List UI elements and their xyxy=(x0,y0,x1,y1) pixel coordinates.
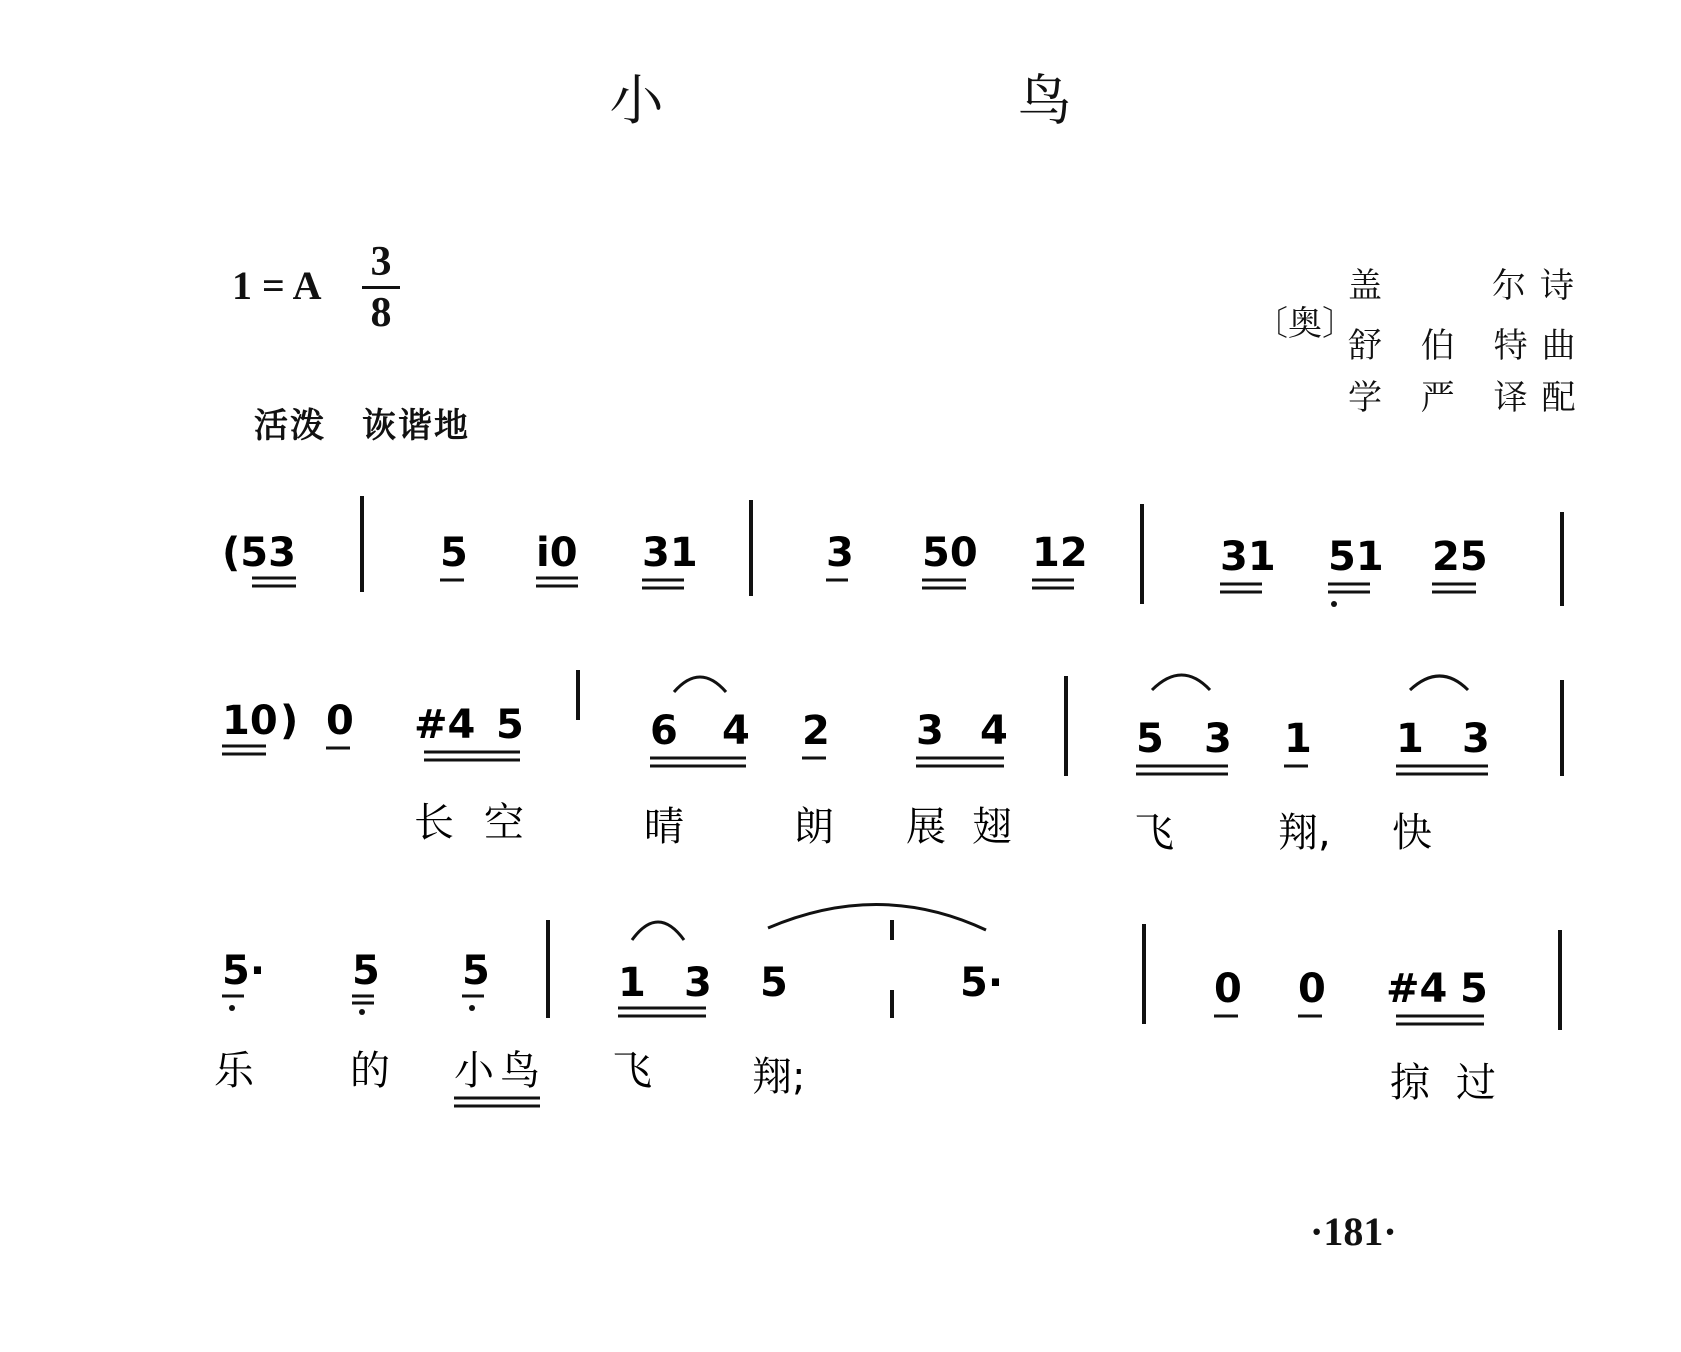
score-row-1 xyxy=(222,496,1562,607)
note: 3 xyxy=(684,960,712,1006)
note: 3 xyxy=(826,530,854,576)
note: 12 xyxy=(1032,530,1088,576)
lyric: 长 xyxy=(414,800,454,846)
credit-lyricist: 盖 尔诗 xyxy=(1348,266,1588,306)
note: 1 xyxy=(618,960,646,1006)
lyric: 乐 xyxy=(214,1048,254,1094)
note: 0 xyxy=(326,698,354,744)
lyric: 小 xyxy=(454,1048,494,1094)
note: 31 xyxy=(1220,534,1276,580)
tempo-marking: 活泼 诙谐地 xyxy=(254,406,470,446)
note: 5 xyxy=(440,530,468,576)
credit-translator: 学 严 译配 xyxy=(1348,378,1590,418)
note: 4 xyxy=(722,708,750,754)
score-row-3 xyxy=(214,904,1560,1106)
lyric: 的 xyxy=(350,1048,390,1094)
note: 2 xyxy=(802,708,830,754)
lyric: 鸟 xyxy=(500,1048,540,1094)
octave-dot xyxy=(359,1009,365,1015)
note: ) xyxy=(280,698,299,744)
score-row-2 xyxy=(222,670,1562,856)
slur xyxy=(632,922,684,940)
slur xyxy=(1152,675,1210,690)
lyric: 飞 xyxy=(1134,810,1174,856)
slur xyxy=(1410,676,1468,690)
note: 6 xyxy=(650,708,678,754)
note: i0 xyxy=(536,530,578,576)
octave-dot xyxy=(469,1005,475,1011)
note: 3 xyxy=(1204,716,1232,762)
lyric: 朗 xyxy=(794,804,834,850)
page-number: ·181· xyxy=(1310,1209,1397,1254)
lyric: 翔; xyxy=(752,1054,806,1100)
note: 0 xyxy=(1298,966,1326,1012)
lyric: 翅 xyxy=(972,804,1012,850)
note: 5 xyxy=(1460,966,1488,1012)
song-title: 小 鸟 xyxy=(609,69,1222,132)
note: 51 xyxy=(1328,534,1384,580)
note: 4 xyxy=(980,708,1008,754)
tie xyxy=(768,904,986,930)
lyric: 空 xyxy=(484,800,524,846)
octave-dot xyxy=(1331,601,1337,607)
time-denominator: 8 xyxy=(370,290,392,336)
lyric: 掠 xyxy=(1390,1060,1430,1106)
note: 5 xyxy=(462,948,490,994)
note: 50 xyxy=(922,530,978,576)
key-signature: 1 = A xyxy=(232,263,322,308)
lyric: 翔, xyxy=(1278,810,1331,856)
note: 5· xyxy=(960,960,1004,1006)
note: 5 xyxy=(352,948,380,994)
lyric: 晴 xyxy=(644,804,684,850)
note: 0 xyxy=(1214,966,1242,1012)
note: #4 xyxy=(414,702,476,748)
note: 1 xyxy=(1396,716,1424,762)
note: 1 xyxy=(1284,716,1312,762)
slur xyxy=(674,677,726,692)
note: 10 xyxy=(222,698,278,744)
note: 3 xyxy=(916,708,944,754)
note: 31 xyxy=(642,530,698,576)
lyric: 过 xyxy=(1456,1060,1496,1106)
time-numerator: 3 xyxy=(370,239,392,285)
note: 3 xyxy=(1462,716,1490,762)
lyric: 快 xyxy=(1392,810,1432,856)
note: 5 xyxy=(1136,716,1164,762)
octave-dot xyxy=(229,1005,235,1011)
note: 5· xyxy=(222,948,266,994)
note: 5 xyxy=(496,702,524,748)
credit-nationality: 〔奥〕 xyxy=(1254,304,1356,344)
lyric: 飞 xyxy=(612,1048,652,1094)
note: 5 xyxy=(760,960,788,1006)
credit-composer: 舒 伯 特曲 xyxy=(1348,326,1590,366)
lyric: 展 xyxy=(906,804,946,850)
note: #4 xyxy=(1386,966,1448,1012)
note: 25 xyxy=(1432,534,1488,580)
note: (53 xyxy=(222,530,296,576)
